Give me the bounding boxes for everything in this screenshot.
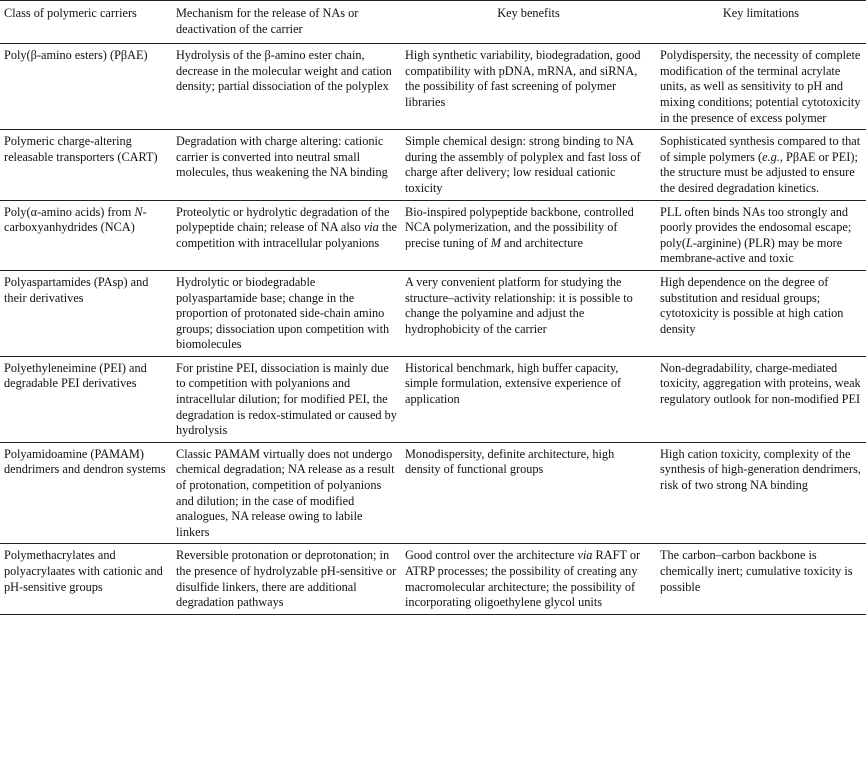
text-run: Good control over the architecture	[405, 548, 578, 563]
text-run: PLL often binds NAs too strongly and poorly provides the endosomal escape; poly(	[660, 204, 852, 250]
header-mechanism: Mechanism for the release of NAs or deactivation of the carrier	[176, 6, 359, 36]
cell-benefits: Historical benchmark, high buffer capacity, simple formulation, extensive experience of application	[405, 360, 622, 407]
text-run: -carboxyanhydrides (NCA)	[4, 204, 147, 235]
italic-text: L	[685, 235, 693, 250]
cell-benefits: A very convenient platform for studying the structure–activity relationship: it is possible to change the polyamine and adjust the hydrophobicity of the carrier	[405, 274, 633, 336]
header-class: Class of polymeric carriers	[4, 6, 137, 20]
text-run: Sophisticated synthesis compared to that of simple polymers (	[660, 134, 861, 164]
text-run: Poly(α-amino acids) from	[4, 204, 135, 219]
cell-limitations: The carbon–carbon backbone is chemically inert; cumulative toxicity is possible	[660, 548, 853, 594]
cell-class: Polymeric charge-altering releasable transporters (CART)	[4, 134, 158, 164]
table-body	[0, 44, 866, 615]
cell-mechanism: For pristine PEI, dissociation is mainly due to competition with polyanions and intracellular dilution; for modified PEI, the degradation is redox-stimulated or caused by hydrolysis	[176, 360, 397, 438]
italic-text: e.g.	[762, 149, 780, 164]
cell-mechanism: Hydrolysis of the β-amino ester chain, decrease in the molecular weight and cation density; partial dissociation of the polyplex	[176, 48, 392, 94]
table-row	[0, 356, 866, 442]
cell-limitations	[656, 200, 866, 270]
italic-text: M	[490, 235, 501, 250]
cell-mechanism: Reversible protonation or deprotonation; in the presence of hydrolyzable pH-sensitive or disulfide linkers, there are additional degradation pathways	[176, 548, 397, 610]
cell-limitations: High cation toxicity, complexity of the synthesis of high-generation dendrimers, risk of two strong NA binding	[660, 446, 861, 493]
header-benefits: Key benefits	[497, 6, 560, 20]
cell-benefits	[401, 544, 656, 614]
text-run: , PβAE or PEI); the structure must be adjusted to ensure the desired degradation kinetics.	[660, 149, 858, 195]
cell-benefits: Monodispersity, definite architecture, high density of functional groups	[405, 446, 615, 477]
text-run: the competition with intracellular polyanions	[176, 220, 397, 250]
text-run: and architecture	[500, 235, 583, 250]
cell-class	[0, 200, 172, 270]
cell-class: Polyamidoamine (PAMAM) dendrimers and dendron systems	[4, 446, 166, 477]
italic-text: N	[134, 204, 143, 219]
cell-limitations: Polydispersity, the necessity of complete modification of the terminal acrylate units, as well as sensitivity to pH and mixing conditions; potential cytotoxicity in the presence of excess polymer	[660, 48, 861, 125]
cell-class: Poly(β-amino esters) (PβAE)	[4, 48, 148, 63]
cell-mechanism: Degradation with charge altering: cationic carrier is converted into neutral small molecules, thus weakening the NA binding	[176, 134, 388, 180]
cell-limitations	[656, 130, 866, 200]
table-row	[0, 442, 866, 544]
table-row	[0, 544, 866, 614]
text-run: -arginine) (PLR) may be more membrane-active and toxic	[660, 235, 843, 266]
text-run: Bio-inspired polypeptide backbone, controlled NCA polymerization, and the possibility of precise tuning of	[405, 204, 634, 250]
table-row	[0, 130, 866, 200]
cell-class: Polyaspartamides (PAsp) and their derivatives	[4, 274, 149, 305]
cell-mechanism	[172, 200, 401, 270]
text-run: Proteolytic or hydrolytic degradation of the polypeptide chain; release of NA also	[176, 204, 390, 235]
italic-text: via	[363, 220, 379, 235]
header-row	[0, 1, 866, 44]
table-row	[0, 200, 866, 270]
cell-mechanism: Classic PAMAM virtually does not undergo chemical degradation; NA release as a result of protonation, competition of polyanions and dilution; in the case of modified analogues, NA release owing to labile linkers	[176, 446, 395, 539]
cell-benefits: High synthetic variability, biodegradation, good compatibility with pDNA, mRNA, and siRNA, the possibility of fast screening of polymer libraries	[405, 48, 641, 109]
header-limitations: Key limitations	[722, 6, 800, 20]
table-row	[0, 44, 866, 130]
table-header	[0, 1, 866, 44]
cell-limitations: High dependence on the degree of substitution and residual groups; cytotoxicity is possible at high cation density	[660, 274, 844, 336]
cell-benefits	[401, 200, 656, 270]
italic-text: via	[577, 548, 593, 563]
text-run: RAFT or ATRP processes; the possibility of creating any macromolecular architecture; the possibility of incorporating oligoethylene glycol units	[405, 548, 641, 610]
cell-class: Polymethacrylates and polyacrylaates with cationic and pH-sensitive groups	[4, 548, 163, 594]
cell-class: Polyethyleneimine (PEI) and degradable PEI derivatives	[4, 360, 147, 391]
cell-limitations: Non-degradability, charge-mediated toxicity, aggregation with proteins, weak regulatory outlook for non-modified PEI	[660, 360, 861, 407]
cell-benefits: Simple chemical design: strong binding to NA during the assembly of polyplex and fast loss of charge after delivery; low residual cationic toxicity	[405, 134, 641, 195]
table-row	[0, 270, 866, 356]
cell-mechanism: Hydrolytic or biodegradable polyaspartamide base; change in the proportion of protonated side-chain amino groups; dissociation upon competition with biomolecules	[176, 274, 390, 352]
